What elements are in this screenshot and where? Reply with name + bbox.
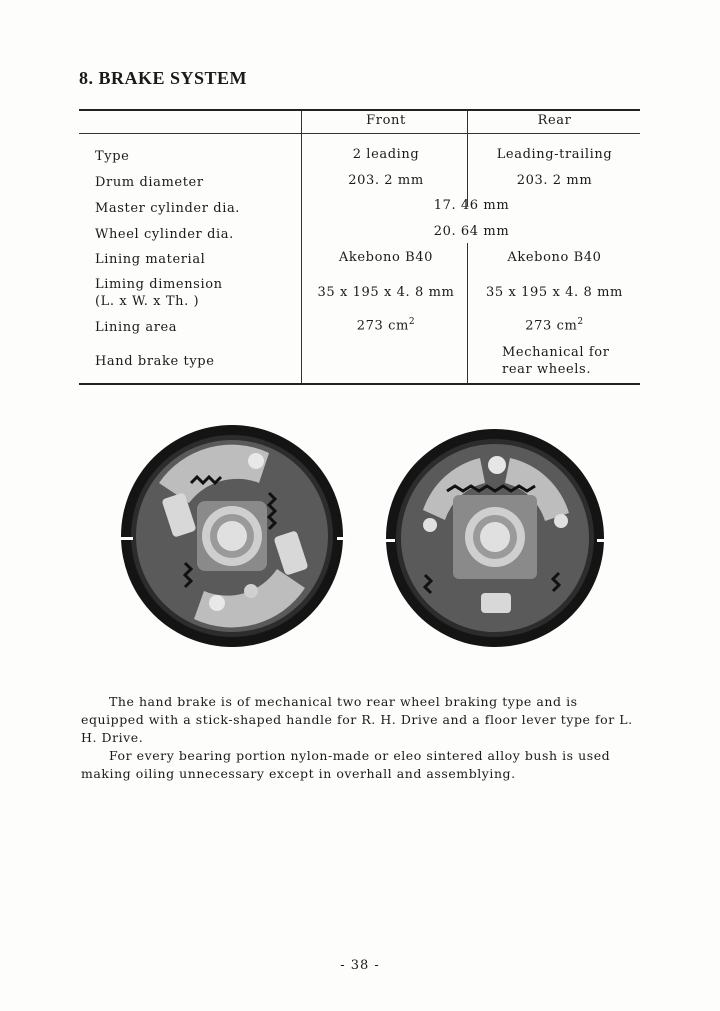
header-front: Front — [366, 113, 406, 128]
row-label-master-cylinder: Master cylinder dia. — [95, 201, 241, 216]
lining-area-rear: 273 $cm^2$ — [525, 317, 584, 334]
lining-dimension-front: 35 x 195 x 4. 8 mm — [317, 285, 455, 300]
row-label-hand-brake: Hand brake type — [95, 354, 215, 369]
lining-material-rear: Akebono B40 — [507, 250, 602, 265]
row-label-lining-area: Lining area — [95, 320, 178, 335]
body-text — [81, 693, 641, 783]
row-label-type: Type — [95, 149, 130, 164]
lining-material-front: Akebono B40 — [338, 250, 434, 265]
row-label-lining-dimension-units: (L. x W. x Th. ) — [95, 294, 200, 309]
rear-brake-photo — [385, 425, 607, 651]
row-label-lining-dimension: Liming dimension — [95, 277, 223, 292]
brake-spec-table — [79, 109, 640, 385]
row-label-lining-material: Lining material — [95, 252, 206, 267]
section-title: 8. BRAKE SYSTEM — [79, 68, 248, 88]
header-rear: Rear — [537, 113, 572, 128]
drum-diameter-front: 203. 2 mm — [348, 173, 424, 188]
drum-diameter-rear: 203. 2 mm — [516, 173, 593, 188]
row-label-wheel-cylinder: Wheel cylinder dia. — [95, 227, 234, 242]
wheel-cylinder-value: 20. 64 mm — [433, 224, 510, 239]
front-brake-photo — [119, 423, 349, 649]
lining-dimension-rear: 35 x 195 x 4. 8 mm — [486, 285, 623, 300]
paragraph-hand-brake: The hand brake is of mechanical two rear wheel braking type and is equipped with a stick-shaped handle for R. H. Drive and a floor lever type for L. H. Drive. — [81, 694, 633, 745]
hand-brake-rear: Mechanical for rear wheels. — [502, 345, 610, 377]
lining-area-front: 273 $cm^2$ — [356, 317, 416, 334]
column-divider-left — [301, 111, 302, 383]
type-front: 2 leading — [352, 147, 420, 162]
paragraph-bearing: For every bearing portion nylon-made or eleo sintered alloy bush is used making oiling unnecessary except in overhall and assemblying. — [81, 748, 611, 781]
master-cylinder-value: 17. 46 mm — [433, 198, 510, 213]
header-rule — [79, 133, 640, 134]
row-label-drum-diameter: Drum diameter — [95, 175, 204, 190]
type-rear: Leading-trailing — [496, 147, 613, 162]
page-number: - 38 - — [340, 958, 380, 973]
